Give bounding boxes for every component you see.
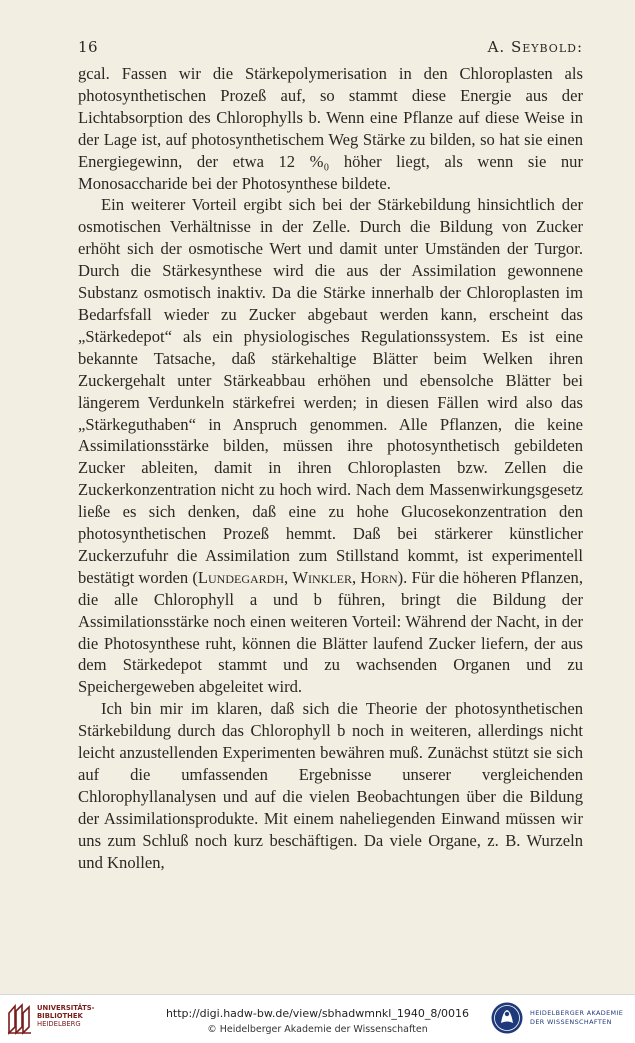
- author-horn: Horn: [360, 567, 398, 587]
- body-text: [78, 63, 583, 874]
- author-winkler: Winkler: [292, 567, 352, 587]
- paragraph-1: gcal. Fassen wir die Stärkepolymerisation in den Chloroplasten als photosynthetischen Prozeß auf, so stammt diese Energie aus der Lichtabsorption des Chlorophylls b. Wenn eine Pflanze auf diese Weise in der Lage ist, auf photosynthetischem Weg Stärke zu bilden, so hat sie einen Energiegewinn, der etwa 12 %₀ höher liegt, als wenn sie nur Monosaccharide bei der Photosynthese bildete.: [78, 64, 583, 193]
- hak-line-2: DER WISSENSCHAFTEN: [530, 1018, 612, 1026]
- ub-line-1: UNIVERSITÄTS-: [37, 1004, 95, 1012]
- separator: ,: [352, 567, 361, 587]
- separator: ,: [284, 567, 293, 587]
- academy-name: [530, 1009, 623, 1027]
- paragraph-2-part-a: Ein weiterer Vorteil ergibt sich bei der Stärkebildung hinsichtlich der osmotischen Verhältnisse in der Zelle. Durch die Bildung von Zucker erhöht sich der osmotische Wert und damit unter Umständen der Turgor. Durch die Stärkesynthese wird die aus der Assimilation gewonnene Substanz osmotisch inaktiv. Da die Stärke innerhalb der Chloroplasten im Bedarfsfall wieder zu Zucker abgebaut werden kann, erscheint das „Stärkedepot“ als ein physiologisches Regulationssystem. Es ist eine bekannte Tatsache, daß stärkehaltige Blätter beim Welken ihren Zuckergehalt unter Stärkeabbau erhöhen und ebensolche Blätter bei längerem Verdunkeln stärkefrei werden; in diesen Fällen wird also das „Stärkeguthaben“ in Anspruch genommen. Alle Pflanzen, die keine Assimilationsstärke bilden, müssen ihre photosynthetisch gebildeten Zucker ableiten, damit in ihren Chloroplasten bzw. Zellen die Zuckerkonzentration nicht zu hoch wird. Nach dem Massenwirkungsgesetz ließe es sich denken, daß eine zu hohe Glucosekonzentration den photosynthetischen Prozeß hemmt. Daß bei stärkerer künstlicher Zuckerzufuhr die Assimilation zum Stillstand kommt, ist experimentell bestätigt worden (: [78, 195, 583, 587]
- ub-line-2: BIBLIOTHEK: [37, 1012, 83, 1020]
- running-head: A. Seybold:: [487, 38, 583, 56]
- hak-line-1: HEIDELBERGER AKADEMIE: [530, 1009, 624, 1017]
- permalink-url[interactable]: http://digi.hadw-bw.de/view/sbhadwmnkl_1940_8/0016: [165, 1007, 470, 1020]
- paragraph-3: Ich bin mir im klaren, daß sich die Theorie der photosynthetischen Stärkebildung durch das Chlorophyll b noch in weiteren, allerdings nicht leicht anzustellenden Experimenten bewähren muß. Zunächst stützt sie sich auf die umfassenden Ergebnisse unserer vergleichenden Chlorophyllanalysen und auf die vielen Beobachtungen über die Bildung der Assimilationsprodukte. Mit einem naheliegenden Einwand müssen wir uns zum Schluß noch kurz beschäftigen. Da viele Organe, z. B. Wurzeln und Knollen,: [78, 699, 583, 872]
- copyright-notice: © Heidelberger Akademie der Wissenschaften: [207, 1024, 428, 1035]
- page-number: 16: [78, 38, 99, 56]
- author-lundegardh: Lundegardh: [197, 567, 285, 587]
- ub-line-3: HEIDELBERG: [37, 1020, 81, 1028]
- page-header: [78, 38, 583, 60]
- paragraph-2: [78, 194, 583, 698]
- academy-seal-icon: [490, 1001, 524, 1035]
- digitization-footer: [0, 994, 635, 1043]
- paragraph-2-part-b: ). Für die höheren Pflanzen, die alle Chlorophyll a und b führen, bringt die Bildung der Assimilationsstärke noch einen weiteren Vorteil: Während der Nacht, in der die Photosynthese ruht, können die Blätter laufend Zucker liefern, der aus dem Stärkedepot stammt und zu wachsenden Organen und zu Speichergeweben abgeleitet wird.: [78, 567, 584, 697]
